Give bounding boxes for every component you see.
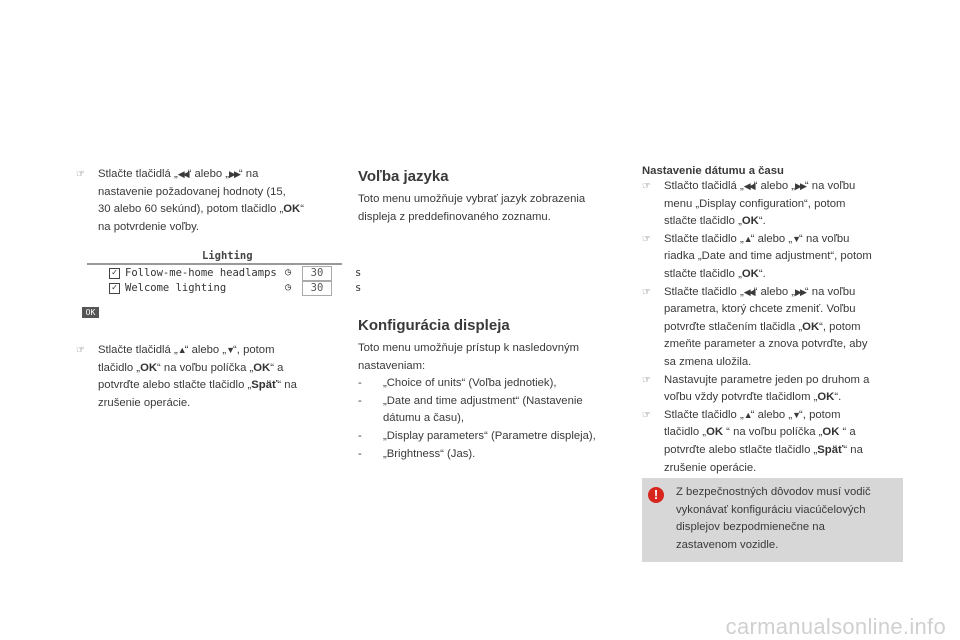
fast-forward-icon: ▶▶ (795, 181, 805, 191)
arrow-bullet-icon: ☞ (642, 286, 651, 298)
lighting-screen (82, 248, 362, 323)
rewind-icon: ◀◀ (743, 181, 754, 191)
safety-warning-box (642, 478, 903, 562)
warning-exclamation-icon: ! (648, 487, 664, 503)
arrow-bullet-icon: ☞ (642, 233, 651, 245)
date-time-section: Nastavenie dátumu a času ☞ Stlačto tlačidlá „◀◀“ alebo „▶▶“ na voľbu menu „Display configuration“, potom stlačte tlačidlo „OK“. ☞ Stlačte tlačidlo „▲“ alebo „▼“ na voľbu riadka „Date and time adjustment“, potom stlačte tlačidlo „OK“. ☞ Stlačte tlačidlo „◀◀“ alebo „▶▶“ na voľbu parametra, ktorý chcete zmeniť. Voľbu potvrďte stlačením tlačidla „OK“, potom zmeňte parameter a znova potvrďte, aby sa zmena uložila. ☞ Nastavujte parametre jeden po druhom a voľbu vždy potvrďte tlačidlom „OK“. ☞ Stlačte tlačidlo „▲“ alebo „▼“, potom tlačidlo „OK “ na voľbu políčka „OK “ a potvrďte alebo stlačte tlačidlo „Späť“ na zrušenie operácie. (642, 165, 912, 477)
list-item: - „Display parameters“ (Parametre displeja), (358, 429, 596, 442)
rewind-icon: ◀◀ (177, 169, 188, 179)
display-config-section: Konfigurácia displeja Toto menu umožňuje prístup k nasledovným nastaveniam: - „Choice of units“ (Voľba jednotiek), - „Date and time adjustment“ (Nastavenie dátumu a času), - „Display parameters“ (Parametre displeja), - „Brightness“ (Jas). (358, 317, 633, 463)
watermark-footer: carmanualsonline.info (725, 614, 946, 639)
screen-row-follow-me-home[interactable]: ✓ Follow-me-home headlamps ◷ 30 s (109, 267, 342, 282)
down-arrow-icon: ▼ (792, 409, 800, 420)
arrow-bullet-icon: ☞ (642, 181, 651, 192)
language-section: Voľba jazyka Toto menu umožňuje vybrať jazyk zobrazenia displeja z preddefinovaného zoznamu. (358, 168, 628, 226)
section-heading: Voľba jazyka (358, 168, 449, 185)
divider (87, 263, 342, 265)
checkbox-checked-icon[interactable]: ✓ (109, 283, 120, 294)
clock-icon: ◷ (285, 282, 292, 293)
up-arrow-icon: ▲ (743, 409, 751, 420)
left-bullet-1: ☞ Stlačte tlačidlá „◀◀“ alebo „▶▶“ na nastavenie požadovanej hodnoty (15, 30 alebo 60 sekúnd), potom tlačidlo „OK“ na potvrdenie voľby. (76, 168, 304, 233)
clock-icon: ◷ (285, 267, 292, 278)
screen-row-welcome-lighting[interactable]: ✓ Welcome lighting ◷ 30 s (109, 282, 342, 297)
list-item: - „Choice of units“ (Voľba jednotiek), (358, 377, 557, 390)
list-item: - „Brightness“ (Jas). (358, 447, 476, 460)
up-arrow-icon: ▲ (177, 345, 185, 355)
arrow-bullet-icon: ☞ (76, 169, 85, 180)
left-bullet-2: ☞ Stlačte tlačidlá „▲“ alebo „▼“, potom tlačidlo „OK“ na voľbu políčka „OK“ a potvrďte alebo stlačte tlačidlo „Späť“ na zrušenie operácie. (76, 344, 297, 409)
down-arrow-icon: ▼ (792, 233, 800, 244)
value-field[interactable]: 30 (302, 281, 332, 296)
fast-forward-icon: ▶▶ (229, 169, 239, 179)
fast-forward-icon: ▶▶ (795, 286, 805, 297)
value-field[interactable]: 30 (302, 266, 332, 281)
arrow-bullet-icon: ☞ (642, 374, 651, 386)
ok-button[interactable]: OK (82, 307, 99, 318)
screen-title: Lighting (202, 250, 253, 262)
rewind-icon: ◀◀ (743, 286, 754, 297)
section-heading: Konfigurácia displeja (358, 317, 510, 334)
down-arrow-icon: ▼ (226, 345, 234, 355)
warning-text: Z bezpečnostných dôvodov musí vodič vykonávať konfiguráciu viacúčelových displejov bezpodmienečne na zastavenom vozidle. (676, 486, 871, 551)
arrow-bullet-icon: ☞ (642, 409, 651, 421)
arrow-bullet-icon: ☞ (76, 345, 85, 356)
checkbox-checked-icon[interactable]: ✓ (109, 268, 120, 279)
up-arrow-icon: ▲ (743, 233, 751, 244)
section-subheading: Nastavenie dátumu a času (642, 165, 784, 177)
list-item: - „Date and time adjustment“ (Nastavenie (358, 394, 583, 407)
